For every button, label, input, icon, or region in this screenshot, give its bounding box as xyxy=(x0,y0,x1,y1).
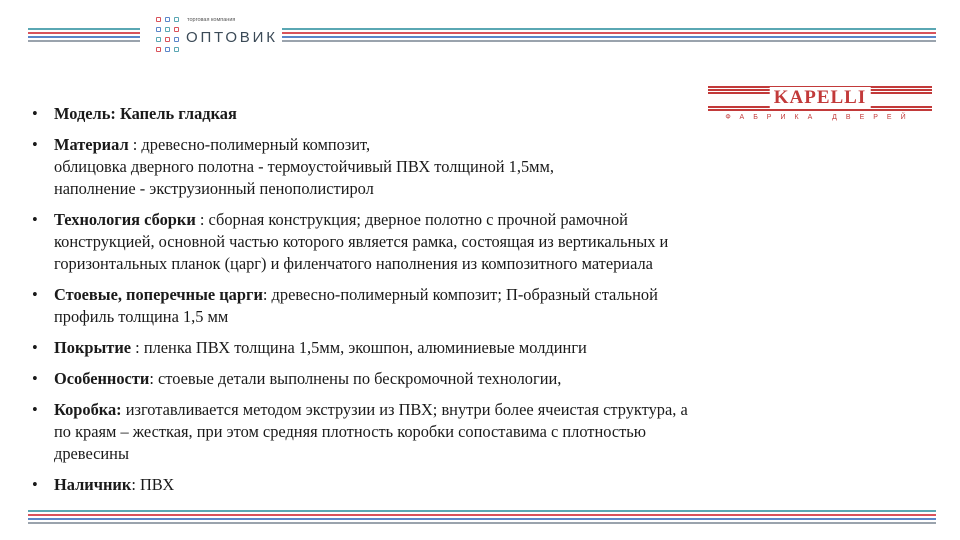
spec-text: : древесно-полимерный композит; П-образный стальной xyxy=(262,285,658,304)
spec-label: Стоевые, поперечные царги xyxy=(54,285,263,304)
spec-label: Коробка: xyxy=(54,400,122,419)
spec-line xyxy=(54,209,872,231)
spec-text: : древесно-полимерный композит, xyxy=(128,135,371,154)
bullet-icon: • xyxy=(32,338,38,357)
optovik-logo xyxy=(156,16,276,60)
spec-label: Наличник xyxy=(54,475,132,494)
spec-label: Материал xyxy=(54,135,129,154)
bullet-icon: • xyxy=(32,285,38,304)
spec-item xyxy=(32,474,872,496)
bullet-icon: • xyxy=(32,210,38,229)
spec-line xyxy=(54,134,872,156)
logo-tagline: торговая компания xyxy=(187,17,236,23)
spec-line xyxy=(54,103,872,125)
logo-name: ОПТОВИК xyxy=(186,29,278,46)
spec-item xyxy=(32,134,872,200)
spec-item xyxy=(32,284,872,328)
logo-squares-icon xyxy=(156,16,186,56)
spec-text: изготавливается методом экструзии из ПВХ; внутри более ячеистая структура, а xyxy=(121,400,688,419)
spec-text: : ПВХ xyxy=(131,475,175,494)
spec-line xyxy=(54,368,872,390)
spec-line xyxy=(54,474,872,496)
spec-label: Особенности xyxy=(54,369,150,388)
spec-text: облицовка дверного полотна - термоустойчивый ПВХ толщиной 1,5мм, xyxy=(54,157,554,176)
spec-text: : стоевые детали выполнены по бескромочной технологии, xyxy=(149,369,562,388)
spec-line xyxy=(54,284,872,306)
kapelli-wordmark: KAPELLI xyxy=(770,87,871,109)
bullet-icon: • xyxy=(32,475,38,494)
spec-item xyxy=(32,399,872,465)
spec-text: : пленка ПВХ толщина 1,5мм, экошпон, алюминиевые молдинги xyxy=(131,338,587,357)
spec-line xyxy=(54,399,872,421)
spec-text: : сборная конструкция; дверное полотно с прочной рамочной xyxy=(195,210,628,229)
bullet-icon: • xyxy=(32,135,38,154)
spec-label: Модель: Капель гладкая xyxy=(54,104,237,123)
spec-list xyxy=(32,103,872,505)
bullet-icon: • xyxy=(32,369,38,388)
spec-item xyxy=(32,103,872,125)
spec-text: конструкцией, основной частью которого является рамка, состоящая из вертикальных и xyxy=(54,232,669,251)
bullet-icon: • xyxy=(32,104,38,123)
spec-item xyxy=(32,209,872,275)
bullet-icon: • xyxy=(32,400,38,419)
spec-label: Технология сборки xyxy=(54,210,196,229)
spec-line xyxy=(54,337,872,359)
header-stripes-right xyxy=(282,28,936,44)
spec-item xyxy=(32,337,872,359)
kapelli-subtitle: ФАБРИКА ДВЕРЕЙ xyxy=(725,114,915,121)
spec-text: древесины xyxy=(54,444,129,463)
spec-text: профиль толщина 1,5 мм xyxy=(54,307,229,326)
spec-item xyxy=(32,368,872,390)
spec-text: наполнение - экструзионный пенополистирол xyxy=(54,179,374,198)
spec-label: Покрытие xyxy=(54,338,132,357)
spec-text: по краям – жесткая, при этом средняя плотность коробки сопоставима с плотностью xyxy=(54,422,647,441)
spec-text: горизонтальных планок (царг) и филенчатого наполнения из композитного материала xyxy=(54,254,653,273)
footer-stripes xyxy=(28,510,936,526)
header-stripes-left xyxy=(28,28,140,44)
